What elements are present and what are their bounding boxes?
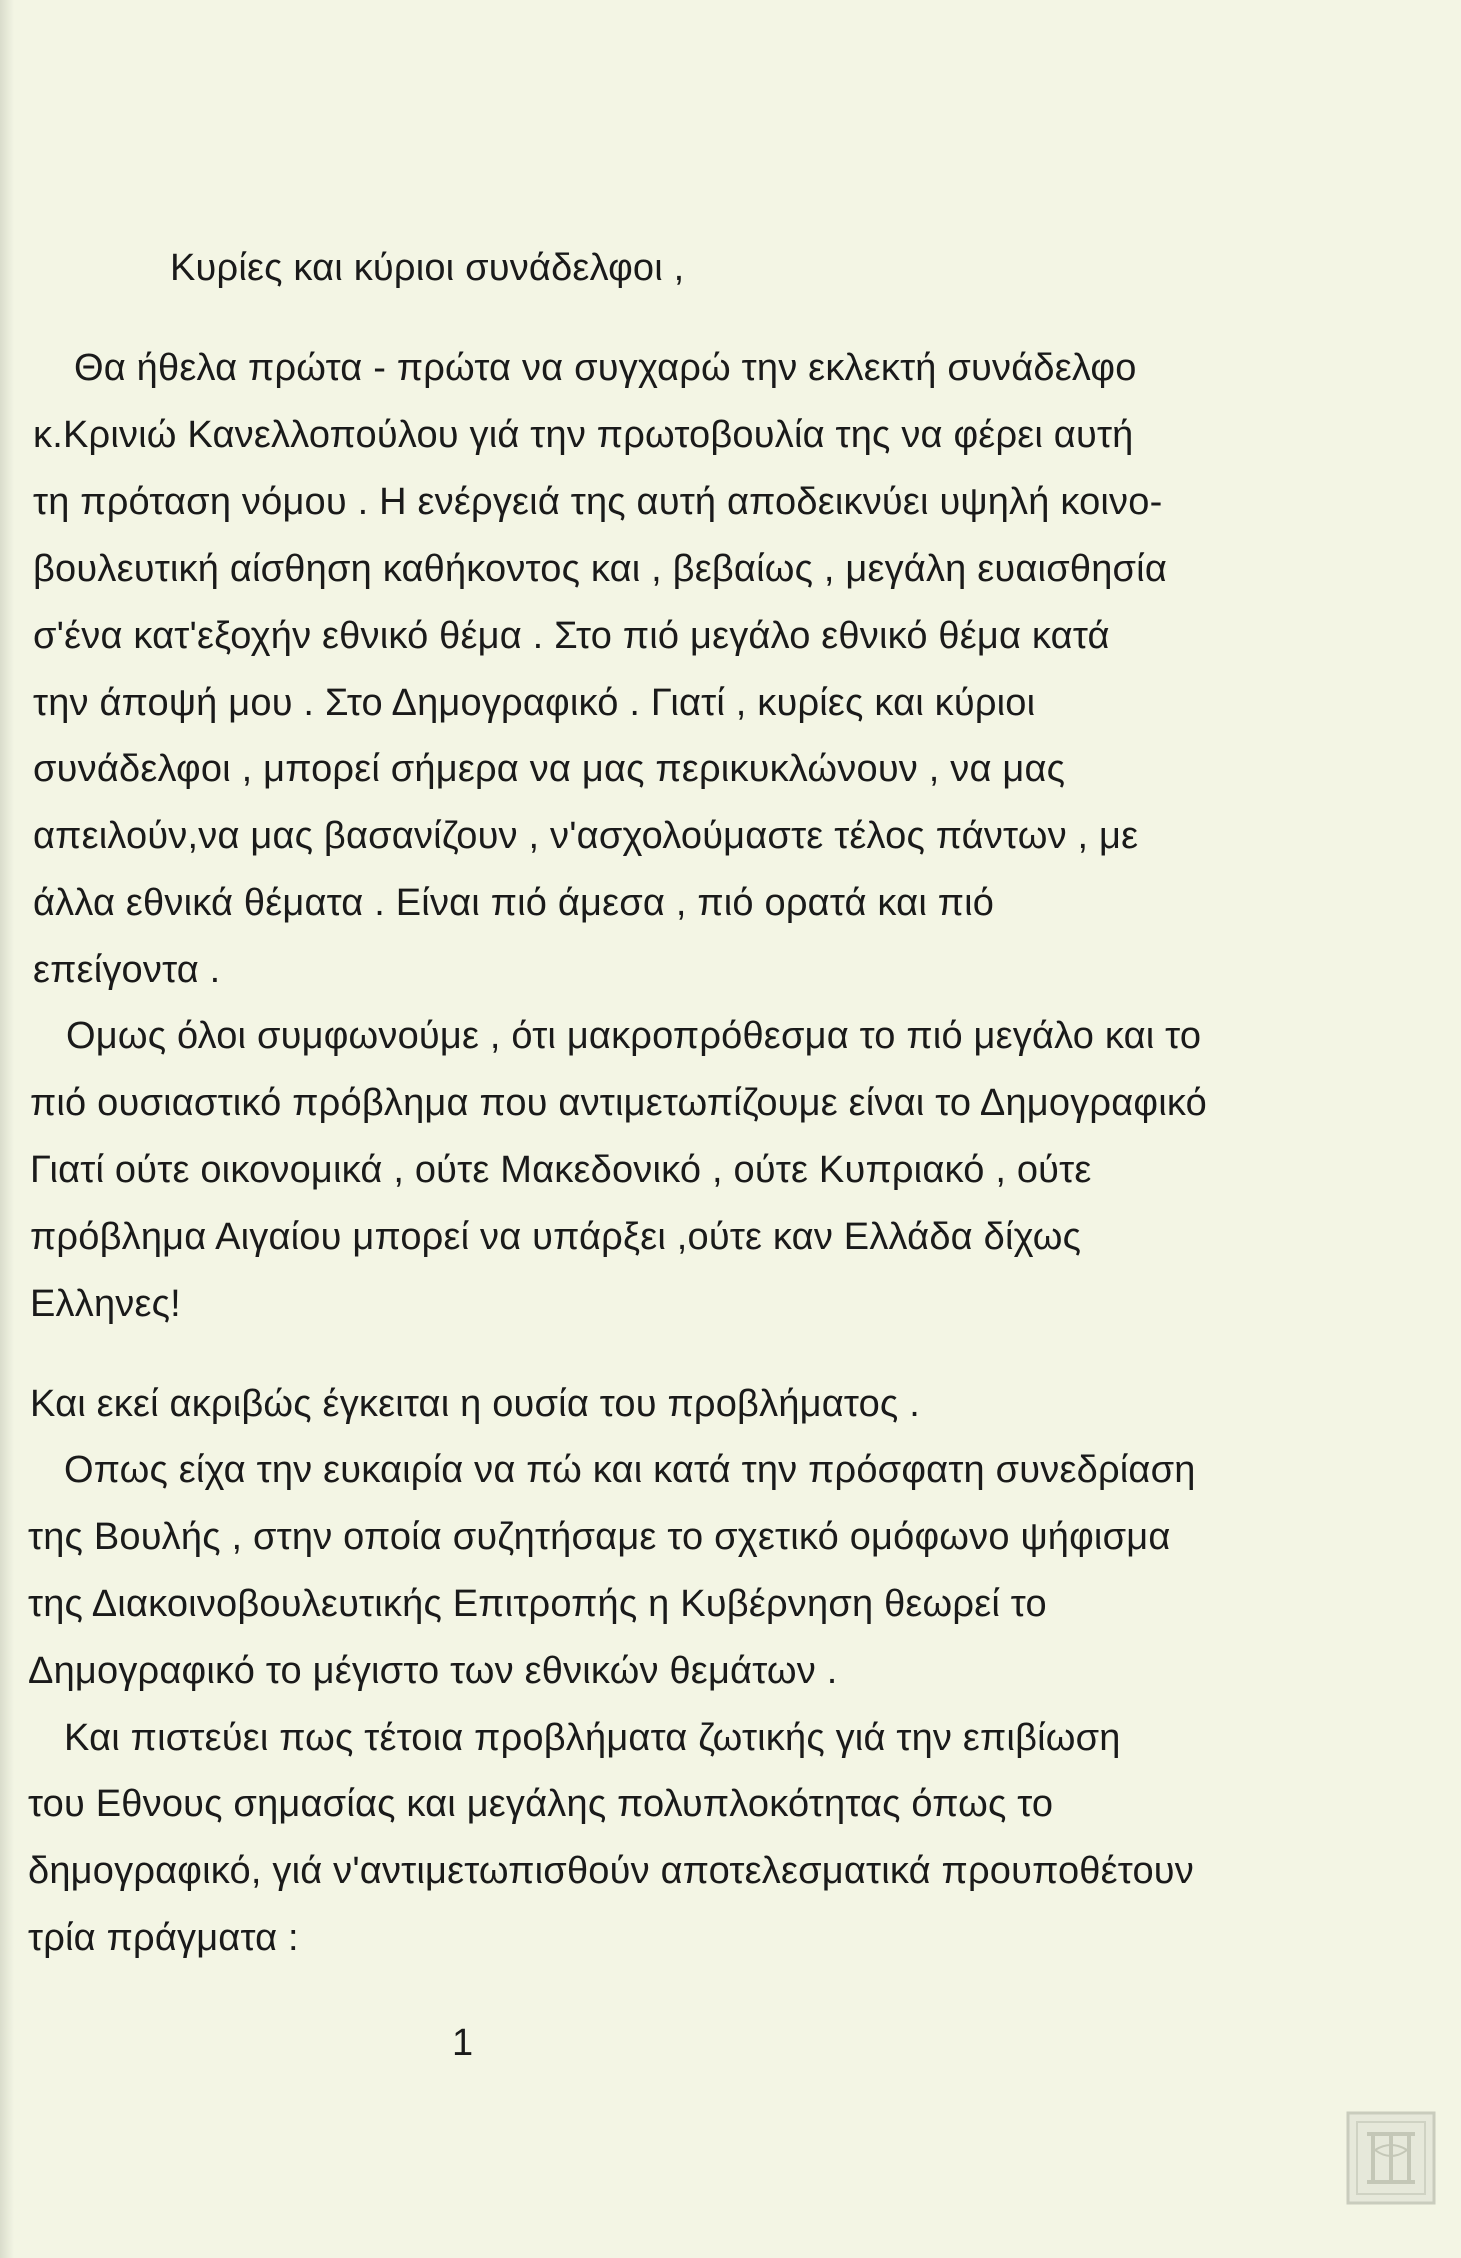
text-line: Κυρίες και κύριοι συνάδελφοι ,	[170, 247, 685, 289]
text-line: πιό ουσιαστικό πρόβλημα που αντιμετωπίζουμε είναι το Δημογραφικό	[30, 1082, 1207, 1124]
text-line: Γιατί ούτε οικονομικά , ούτε Μακεδονικό , ούτε Κυπριακό , ούτε	[30, 1149, 1092, 1191]
text-line: Και εκεί ακριβώς έγκειται η ουσία του προβλήματος .	[30, 1383, 920, 1425]
text-line: σ'ένα κατ'εξοχήν εθνικό θέμα . Στο πιό μεγάλο εθνικό θέμα κατά	[33, 615, 1110, 657]
text-line: άλλα εθνικά θέματα . Είναι πιό άμεσα , πιό ορατά και πιό	[33, 882, 995, 924]
text-line: του Εθνους σημασίας και μεγάλης πολυπλοκότητας όπως το	[28, 1783, 1054, 1825]
page-number: 1	[452, 2022, 474, 2064]
text-line: απειλούν,να μας βασανίζουν , ν'ασχολούμαστε τέλος πάντων , με	[33, 815, 1139, 857]
parliament-seal-icon	[1345, 2110, 1437, 2206]
text-line: της Βουλής , στην οποία συζητήσαμε το σχετικό ομόφωνο ψήφισμα	[28, 1516, 1171, 1558]
text-line: τη πρόταση νόμου . Η ενέργειά της αυτή αποδεικνύει υψηλή κοινο-	[33, 481, 1163, 523]
text-line: πρόβλημα Αιγαίου μπορεί να υπάρξει ,ούτε καν Ελλάδα δίχως	[30, 1216, 1082, 1258]
text-line: τρία πράγματα :	[28, 1917, 299, 1959]
text-line: Θα ήθελα πρώτα - πρώτα να συγχαρώ την εκλεκτή συνάδελφο	[74, 347, 1137, 389]
page-edge-shadow	[0, 0, 14, 2258]
text-line: Και πιστεύει πως τέτοια προβλήματα ζωτικής γιά την επιβίωση	[64, 1717, 1121, 1759]
text-line: Ελληνες!	[30, 1283, 181, 1325]
text-line: Δημογραφικό το μέγιστο των εθνικών θεμάτων .	[28, 1650, 838, 1692]
text-line: Ομως όλοι συμφωνούμε , ότι μακροπρόθεσμα το πιό μεγάλο και το	[66, 1015, 1202, 1057]
text-line: της Διακοινοβουλευτικής Επιτροπής η Κυβέρνηση θεωρεί το	[28, 1583, 1047, 1625]
text-line: κ.Κρινιώ Κανελλοπούλου γιά την πρωτοβουλία της να φέρει αυτή	[33, 414, 1134, 456]
text-line: επείγοντα .	[33, 949, 221, 991]
text-line: βουλευτική αίσθηση καθήκοντος και , βεβαίως , μεγάλη ευαισθησία	[33, 548, 1167, 590]
text-line: δημογραφικό, γιά ν'αντιμετωπισθούν αποτελεσματικά προυποθέτουν	[28, 1850, 1194, 1892]
text-line: συνάδελφοι , μπορεί σήμερα να μας περικυκλώνουν , να μας	[33, 748, 1066, 790]
text-line: Οπως είχα την ευκαιρία να πώ και κατά την πρόσφατη συνεδρίαση	[64, 1449, 1196, 1491]
text-line: την άποψή μου . Στο Δημογραφικό . Γιατί , κυρίες και κύριοι	[33, 682, 1036, 724]
